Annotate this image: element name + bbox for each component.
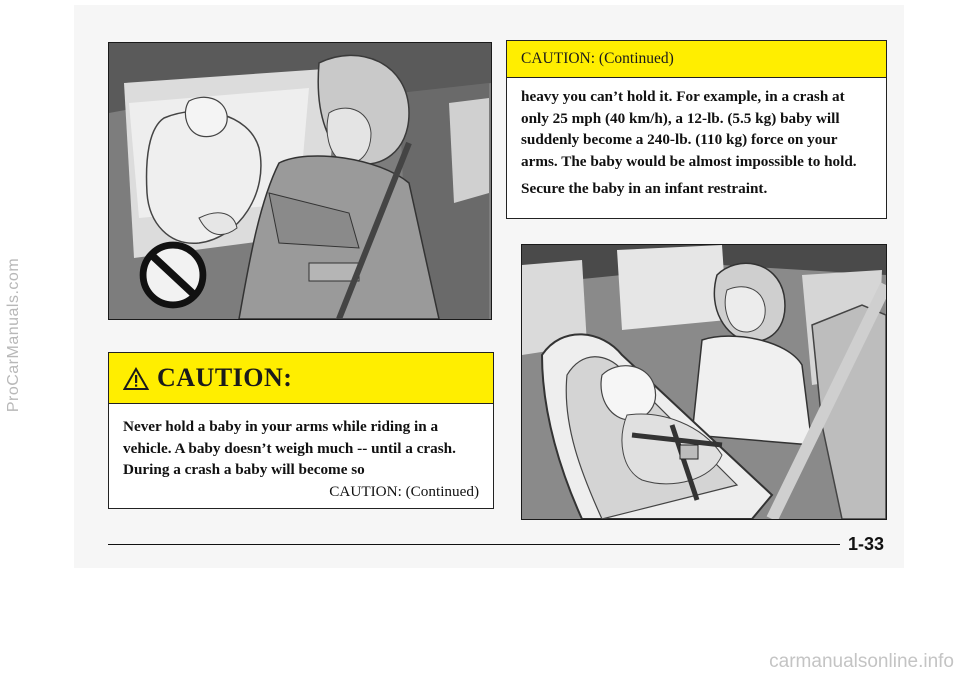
illustration-infant-restraint [521,244,887,520]
prohibition-sign-icon [139,241,207,309]
caution-continued-note: CAUTION: (Continued) [329,483,479,500]
side-watermark-text: ProCarManuals.com [5,257,22,413]
caution-continued-paragraph-2: Secure the baby in an infant restraint. [521,180,768,197]
warning-triangle-icon [123,367,149,391]
infant-restraint-drawing [522,245,886,519]
caution-continued-paragraph-1: heavy you can’t hold it. For example, in a crash at only 25 mph (40 km/h), a 12-lb. (5.5 kg) baby will suddenly become a 240-lb. (110 kg) force on your arms. The baby would be almost impossible to hold. [521,88,857,170]
caution-continued-body [507,78,886,200]
caution-continued-header [507,41,886,78]
footer-rule [108,544,840,545]
caution-header [109,353,493,404]
caution-continued-box [506,40,887,219]
caution-continued-title: CAUTION: (Continued) [521,50,674,67]
caution-box [108,352,494,509]
caution-body [109,404,493,481]
page-number: 1-33 [848,534,885,554]
illustration-holding-baby [108,42,492,320]
caution-title: CAUTION: [157,363,293,392]
bottom-watermark: carmanualsonline.info [769,651,954,672]
caution-text: Never hold a baby in your arms while riding in a vehicle. A baby doesn’t weigh much -- until a crash. During a crash a baby will become so [123,418,456,478]
